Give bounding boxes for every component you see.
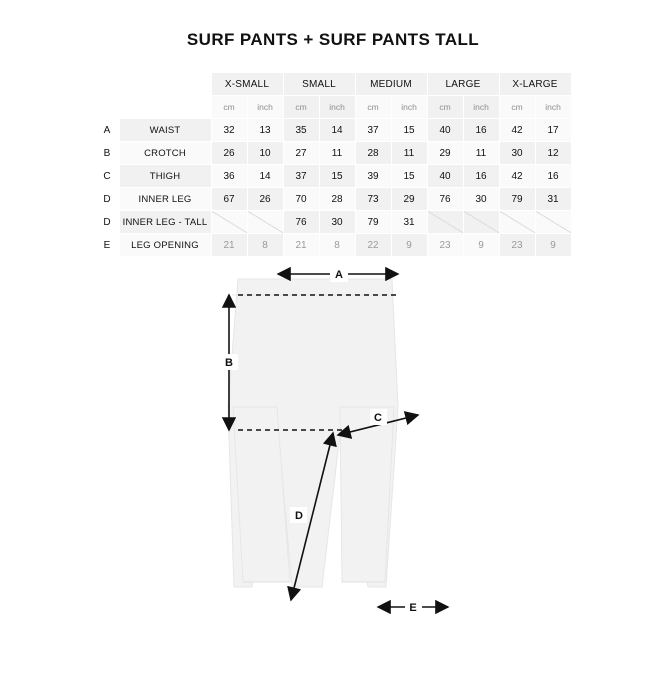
header-unit-cm-s: cm [283, 96, 319, 119]
row-measurement-name: LEG OPENING [119, 234, 211, 257]
cell-value: 29 [391, 188, 427, 211]
cell-value: 16 [535, 165, 571, 188]
table-row [95, 211, 571, 234]
cell-value: 27 [283, 142, 319, 165]
cell-value: 40 [427, 165, 463, 188]
cell-value: 30 [463, 188, 499, 211]
cell-value: 15 [391, 119, 427, 142]
cell-value: 67 [211, 188, 247, 211]
size-guide-page [0, 30, 666, 696]
cell-value: 26 [211, 142, 247, 165]
dimension-b-label: B [225, 357, 233, 369]
header-size-large: LARGE [427, 73, 499, 96]
table-row [95, 188, 571, 211]
cell-value: 31 [535, 188, 571, 211]
cell-value: 8 [247, 234, 283, 257]
header-unit-inch-xs: inch [247, 96, 283, 119]
row-measurement-name: INNER LEG [119, 188, 211, 211]
cell-empty [499, 211, 535, 234]
cell-value: 42 [499, 119, 535, 142]
row-letter: D [95, 211, 119, 234]
cell-value: 79 [499, 188, 535, 211]
row-measurement-name: THIGH [119, 165, 211, 188]
dimension-c-label: C [374, 412, 382, 424]
row-letter: C [95, 165, 119, 188]
cell-value: 30 [319, 211, 355, 234]
cell-value: 8 [319, 234, 355, 257]
cell-value: 16 [463, 119, 499, 142]
cell-value: 40 [427, 119, 463, 142]
cell-value: 70 [283, 188, 319, 211]
pants-diagram-svg [0, 257, 666, 637]
header-unit-inch-l: inch [463, 96, 499, 119]
page-title: SURF PANTS + SURF PANTS TALL [186, 30, 480, 49]
header-spacer-letter [95, 73, 119, 96]
table-row [95, 165, 571, 188]
header-unit-inch-m: inch [391, 96, 427, 119]
cell-empty [427, 211, 463, 234]
cell-value: 11 [391, 142, 427, 165]
cell-value: 21 [211, 234, 247, 257]
header-size-x-large: X-LARGE [499, 73, 571, 96]
cell-value: 9 [391, 234, 427, 257]
header-spacer-letter-2 [95, 96, 119, 119]
cell-value: 15 [319, 165, 355, 188]
header-size-x-small: X-SMALL [211, 73, 283, 96]
cell-value: 30 [499, 142, 535, 165]
size-table [95, 72, 572, 257]
cell-value: 42 [499, 165, 535, 188]
header-unit-cm-l: cm [427, 96, 463, 119]
cell-value: 14 [319, 119, 355, 142]
cell-value: 79 [355, 211, 391, 234]
pants-diagram [0, 257, 666, 637]
header-unit-cm-xl: cm [499, 96, 535, 119]
header-unit-cm-m: cm [355, 96, 391, 119]
dimension-d-label: D [295, 510, 303, 522]
cell-value: 21 [283, 234, 319, 257]
header-unit-inch-xl: inch [535, 96, 571, 119]
row-measurement-name: INNER LEG - TALL [119, 211, 211, 234]
header-size-small: SMALL [283, 73, 355, 96]
cell-value: 37 [355, 119, 391, 142]
row-letter: E [95, 234, 119, 257]
cell-value: 35 [283, 119, 319, 142]
table-header-units [95, 96, 571, 119]
cell-value: 76 [283, 211, 319, 234]
cell-value: 15 [391, 165, 427, 188]
table-row [95, 142, 571, 165]
cell-value: 31 [391, 211, 427, 234]
dimension-e-label: E [409, 602, 417, 614]
size-table-container [0, 72, 666, 257]
row-letter: D [95, 188, 119, 211]
row-measurement-name: CROTCH [119, 142, 211, 165]
header-unit-cm-xs: cm [211, 96, 247, 119]
header-size-medium: MEDIUM [355, 73, 427, 96]
cell-value: 26 [247, 188, 283, 211]
cell-value: 23 [427, 234, 463, 257]
cell-empty [535, 211, 571, 234]
cell-empty [247, 211, 283, 234]
table-row [95, 119, 571, 142]
cell-value: 13 [247, 119, 283, 142]
cell-empty [211, 211, 247, 234]
cell-empty [463, 211, 499, 234]
row-letter: B [95, 142, 119, 165]
table-row [95, 234, 571, 257]
cell-value: 76 [427, 188, 463, 211]
header-unit-inch-s: inch [319, 96, 355, 119]
table-header [95, 73, 571, 119]
cell-value: 37 [283, 165, 319, 188]
header-spacer-measure [119, 73, 211, 96]
table-header-sizes [95, 73, 571, 96]
cell-value: 11 [463, 142, 499, 165]
header-spacer-measure-2 [119, 96, 211, 119]
cell-value: 28 [355, 142, 391, 165]
cell-value: 73 [355, 188, 391, 211]
cell-value: 12 [535, 142, 571, 165]
cell-value: 22 [355, 234, 391, 257]
dimension-a-label: A [335, 269, 343, 281]
cell-value: 28 [319, 188, 355, 211]
cell-value: 9 [463, 234, 499, 257]
cell-value: 9 [535, 234, 571, 257]
cell-value: 10 [247, 142, 283, 165]
cell-value: 39 [355, 165, 391, 188]
cell-value: 16 [463, 165, 499, 188]
cell-value: 32 [211, 119, 247, 142]
garment-shape [228, 279, 398, 587]
cell-value: 14 [247, 165, 283, 188]
row-measurement-name: WAIST [119, 119, 211, 142]
cell-value: 23 [499, 234, 535, 257]
cell-value: 36 [211, 165, 247, 188]
cell-value: 17 [535, 119, 571, 142]
dimension-e [378, 599, 448, 615]
row-letter: A [95, 119, 119, 142]
table-body [95, 119, 571, 257]
cell-value: 29 [427, 142, 463, 165]
cell-value: 11 [319, 142, 355, 165]
